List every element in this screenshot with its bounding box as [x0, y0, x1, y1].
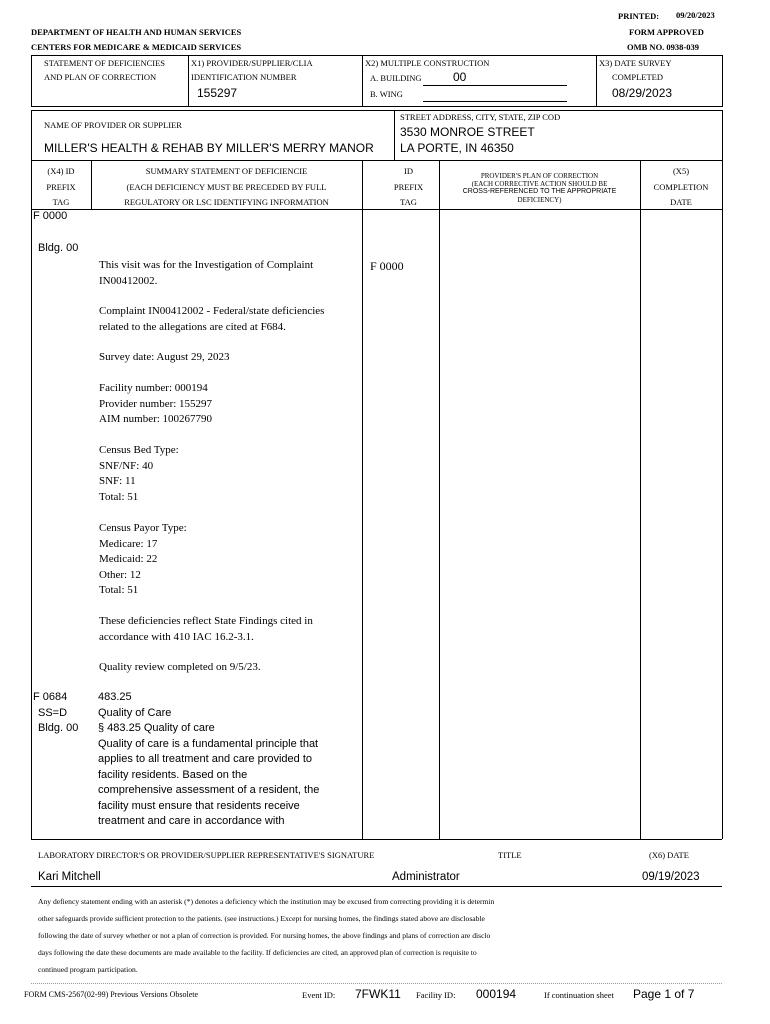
event-id-value: 7FWK11: [355, 987, 401, 1001]
text-line: AIM number: 100267790: [99, 413, 213, 425]
x4-header-1: (X4) ID: [47, 166, 75, 176]
paragraph-complaint: [99, 304, 324, 335]
paragraph-census-bed: [99, 443, 179, 505]
provider-left-rule: [31, 110, 32, 161]
text-line: related to the allegations are cited at F684.: [99, 320, 286, 333]
text-line: facility must ensure that residents receive: [98, 799, 300, 812]
summary-header-1: SUMMARY STATEMENT OF DEFICIENCIE: [145, 166, 308, 176]
id-block-right-rule: [722, 55, 723, 107]
paragraph-findings: [99, 614, 313, 645]
disclaimer-line: days following the date these documents are made available to the facility. If deficiencies are cited, an approved plan of correction is requisite to: [38, 948, 477, 957]
table-bottom-rule: [31, 839, 722, 840]
id-header-1: ID: [404, 166, 413, 176]
text-line: Survey date: August 29, 2023: [99, 351, 230, 363]
text-line: facility residents. Based on the: [98, 768, 248, 781]
signature-label: LABORATORY DIRECTOR'S OR PROVIDER/SUPPLIER REPRESENTATIVE'S SIGNATURE: [38, 850, 375, 860]
table-divider-summary: [362, 161, 363, 839]
text-line: Medicare: 17: [99, 537, 158, 550]
omb-number: OMB NO. 0938-039: [627, 42, 700, 52]
id-block-left-rule: [31, 55, 32, 107]
text-line: Census Payor Type:: [99, 522, 187, 534]
text-line: Medicaid: 22: [99, 553, 158, 565]
text-line: applies to all treatment and care provided to: [98, 753, 313, 765]
paragraph-facility: [99, 381, 212, 428]
x5-header-2: COMPLETION: [653, 182, 709, 192]
event-id-label: Event ID:: [302, 990, 336, 1000]
paragraph-visit: [99, 258, 313, 289]
building-value: 00: [453, 70, 467, 84]
id-block-divider-1: [188, 55, 189, 107]
paragraph-census-payor: [99, 521, 187, 599]
x4-header-3: TAG: [52, 197, 70, 207]
poc-header-2: (EACH CORRECTIVE ACTION SHOULD BE: [471, 180, 608, 188]
table-left-rule: [31, 161, 32, 839]
signature-rule: [31, 886, 722, 887]
building-underline: [423, 85, 567, 86]
text-line: Quality review completed on 9/5/23.: [99, 661, 261, 673]
text-line: § 483.25 Quality of care: [98, 722, 215, 734]
summary-header-3: REGULATORY OR LSC IDENTIFYING INFORMATION: [124, 197, 329, 207]
text-line: Complaint IN00412002 - Federal/state deficiencies: [99, 305, 325, 317]
text-line: comprehensive assessment of a resident, the: [98, 784, 320, 796]
footer-rule: [31, 983, 722, 984]
paragraph-survey-date: [99, 350, 229, 366]
text-line: accordance with 410 IAC 16.2-3.1.: [99, 630, 254, 643]
form-approved: FORM APPROVED: [629, 27, 704, 37]
disclaimer-line: continued program participation.: [38, 965, 138, 974]
text-line: Total: 51: [99, 584, 139, 596]
facility-id-value: 000194: [476, 987, 517, 1001]
x3-label-2: COMPLETED: [612, 72, 663, 82]
text-line: SNF: 11: [99, 475, 136, 487]
department-title: DEPARTMENT OF HEALTH AND HUMAN SERVICES: [31, 27, 242, 37]
provider-name-label: NAME OF PROVIDER OR SUPPLIER: [44, 120, 182, 130]
printed-date: 09/20/2023: [676, 10, 715, 20]
scope-severity: SS=D: [38, 706, 68, 719]
survey-date-value: 08/29/2023: [612, 86, 673, 100]
id-block-top-rule: [31, 55, 722, 56]
text-line: Quality of Care: [98, 706, 172, 719]
table-right-rule: [722, 161, 723, 839]
x1-label-2: IDENTIFICATION NUMBER: [191, 72, 297, 82]
title-value: Administrator: [392, 871, 460, 883]
x4-header-2: PREFIX: [46, 182, 76, 192]
text-line: Other: 12: [99, 568, 141, 581]
tag-f0000: F 0000: [33, 210, 68, 222]
text-line: These deficiencies reflect State Findings cited in: [99, 615, 313, 627]
statement-label-1: STATEMENT OF DEFICIENCIES: [44, 58, 166, 68]
provider-id-value: 155297: [197, 86, 238, 100]
x2-label: X2) MULTIPLE CONSTRUCTION: [365, 58, 490, 68]
paragraph-quality-of-care: [98, 690, 319, 830]
text-line: Census Bed Type:: [99, 444, 179, 456]
text-line: Provider number: 155297: [99, 397, 213, 410]
provider-name-value: MILLER'S HEALTH & REHAB BY MILLER'S MERRY MANOR: [44, 141, 374, 155]
city-value: LA PORTE, IN 46350: [400, 141, 514, 155]
building-label: A. BUILDING: [370, 73, 422, 83]
form-number: FORM CMS-2567(02-99) Previous Versions Obsolete: [24, 990, 199, 999]
text-line: 483.25: [98, 691, 132, 703]
bldg-label-2: Bldg. 00: [38, 722, 79, 734]
printed-label: PRINTED:: [618, 11, 660, 21]
x5-header-3: DATE: [670, 197, 692, 207]
page-number: Page 1 of 7: [633, 987, 695, 1001]
column-header-bottom-rule: [31, 209, 722, 210]
disclaimer-line: Any defiency statement ending with an asterisk (*) denotes a deficiency which the institution may be excused from correcting providing it is determin: [38, 897, 495, 906]
right-tag-f0000: F 0000: [370, 259, 404, 273]
poc-header-3: CROSS-REFERENCED TO THE APPROPRIATE: [462, 188, 617, 195]
id-header-3: TAG: [400, 197, 417, 207]
provider-top-rule: [31, 110, 722, 111]
table-divider-id: [439, 161, 440, 839]
id-block-bottom-rule: [31, 106, 722, 107]
text-line: Total: 51: [99, 490, 139, 503]
address-label: STREET ADDRESS, CITY, STATE, ZIP COD: [400, 112, 561, 122]
provider-divider: [394, 110, 395, 161]
wing-underline: [423, 101, 567, 102]
statement-label-2: AND PLAN OF CORRECTION: [44, 72, 157, 82]
continuation-label: If continuation sheet: [544, 990, 614, 1000]
summary-header-2: (EACH DEFICIENCY MUST BE PRECEDED BY FULL: [126, 182, 327, 192]
facility-id-label: Facility ID:: [416, 990, 456, 1000]
tag-f0684: F 0684: [33, 691, 68, 703]
id-block-divider-2: [362, 55, 363, 107]
id-block-divider-3: [596, 55, 597, 107]
text-line: SNF/NF: 40: [99, 459, 154, 472]
x3-label-1: X3) DATE SURVEY: [599, 58, 672, 68]
id-header-2: PREFIX: [393, 182, 424, 192]
disclaimer: [38, 893, 494, 978]
x5-header-1: (X5): [672, 166, 690, 176]
disclaimer-line: other safeguards provide sufficient protection to the patients. (see instructions.) Except for nursing homes, the findings stated above are disclosable: [38, 914, 485, 923]
table-divider-poc: [640, 161, 641, 839]
x6-date-label: (X6) DATE: [649, 850, 689, 860]
centers-title: CENTERS FOR MEDICARE & MEDICAID SERVICES: [31, 42, 242, 52]
signature-value: Kari Mitchell: [38, 871, 101, 883]
street-value: 3530 MONROE STREET: [400, 125, 535, 139]
text-line: Facility number: 000194: [99, 382, 208, 394]
text-line: IN00412002.: [99, 274, 158, 287]
wing-label: B. WING: [370, 89, 403, 99]
text-line: treatment and care in accordance with: [98, 815, 285, 827]
bldg-label-1: Bldg. 00: [38, 242, 79, 254]
poc-header-4: DEFICIENCY): [517, 196, 562, 204]
x1-label-1: X1) PROVIDER/SUPPLIER/CLIA: [191, 58, 313, 68]
text-line: Quality of care is a fundamental principle that: [98, 737, 319, 750]
text-line: This visit was for the Investigation of Complaint: [99, 259, 314, 271]
provider-right-rule: [722, 110, 723, 161]
paragraph-quality-review: [99, 660, 261, 676]
provider-bottom-rule: [31, 160, 722, 161]
signature-date-value: 09/19/2023: [642, 871, 700, 883]
tag-f0684-block: [33, 690, 78, 737]
title-label: TITLE: [498, 850, 522, 860]
disclaimer-line: following the date of survey whether or not a plan of correction is provided. For nursing homes, the above findings and plans of correction are disclo: [38, 931, 491, 940]
poc-header-1: PROVIDER'S PLAN OF CORRECTION: [480, 172, 599, 180]
